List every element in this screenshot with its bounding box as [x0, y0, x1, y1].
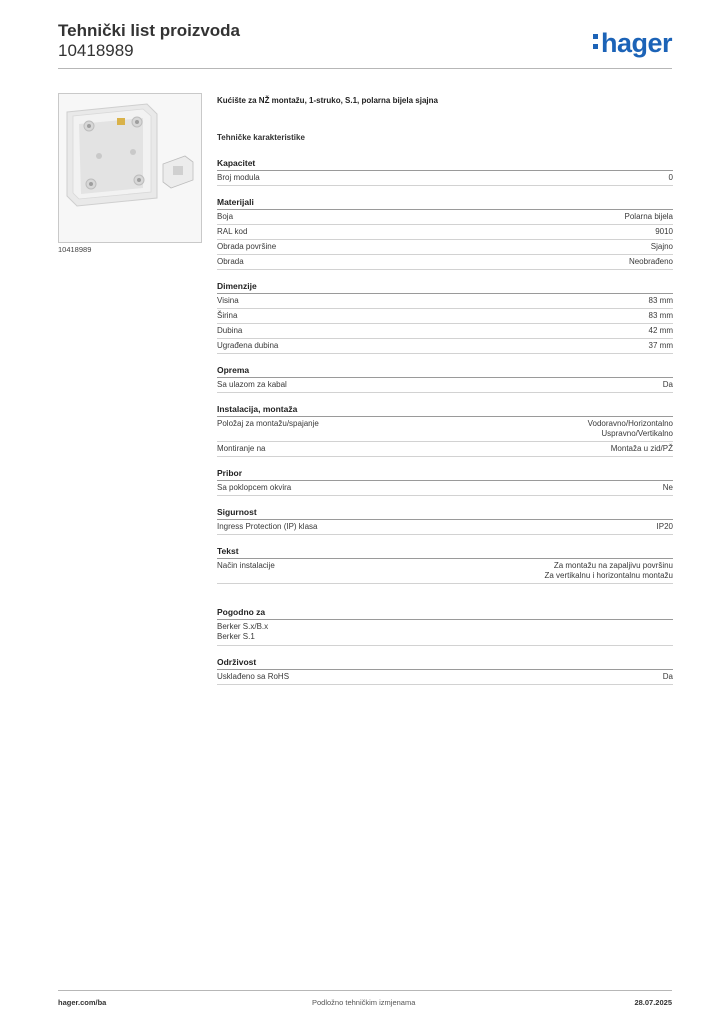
image-caption: 10418989 — [58, 245, 92, 254]
spec-value: Da — [662, 380, 673, 389]
group-materijali — [217, 197, 673, 270]
spec-value: 83 mm — [648, 311, 673, 320]
page-header — [58, 20, 672, 68]
spec-label: Obrada površine — [217, 242, 277, 251]
group-title: Instalacija, montaža — [217, 404, 673, 417]
spec-label: Broj modula — [217, 173, 260, 182]
group-title: Tekst — [217, 546, 673, 559]
footer-divider — [58, 990, 672, 991]
spec-label: Položaj za montažu/spajanje — [217, 419, 319, 428]
logo-text: hager — [600, 28, 672, 58]
spec-label: Obrada — [217, 257, 244, 266]
group-title: Sigurnost — [217, 507, 673, 520]
spec-value: Neobrađeno — [628, 257, 673, 266]
spec-label: RAL kod — [217, 227, 248, 236]
specifications — [217, 96, 673, 685]
spec-value: 83 mm — [648, 296, 673, 305]
spec-value: Ne — [662, 483, 673, 492]
spec-value — [544, 561, 673, 581]
spec-value-line: Uspravno/Vertikalno — [601, 429, 673, 438]
spec-label: Sa poklopcem okvira — [217, 483, 292, 492]
spec-value: Polarna bijela — [624, 212, 673, 221]
hager-logo — [593, 28, 672, 59]
header-divider — [58, 68, 672, 69]
group-tekst — [217, 546, 673, 584]
spec-value: 9010 — [655, 227, 673, 236]
group-dimenzije — [217, 281, 673, 354]
spec-label: Montiranje na — [217, 444, 266, 453]
logo-colon-icon — [593, 34, 598, 50]
spec-label: Ugrađena dubina — [217, 341, 279, 350]
spec-label: Sa ulazom za kabal — [217, 380, 287, 389]
spec-value: Da — [662, 672, 673, 681]
spec-label: Širina — [217, 311, 238, 320]
spec-row — [217, 481, 673, 496]
group-instalacija — [217, 404, 673, 457]
group-pogodno-za — [217, 607, 673, 646]
footer-disclaimer: Podložno tehničkim izmjenama — [312, 998, 416, 1007]
spec-row — [217, 442, 673, 457]
compatibility-list — [217, 620, 673, 646]
spec-row — [217, 225, 673, 240]
spec-row — [217, 670, 673, 685]
spec-row — [217, 294, 673, 309]
group-title: Oprema — [217, 365, 673, 378]
compatibility-item: Berker S.x/B.x — [217, 622, 269, 631]
group-title: Dimenzije — [217, 281, 673, 294]
group-title: Kapacitet — [217, 158, 673, 171]
footer-date: 28.07.2025 — [634, 998, 672, 1007]
spec-label: Usklađeno sa RoHS — [217, 672, 290, 681]
document-title: Tehnički list proizvoda — [58, 21, 240, 40]
group-oprema — [217, 365, 673, 393]
spec-value: 37 mm — [648, 341, 673, 350]
spec-value: Montaža u zid/PŽ — [610, 444, 673, 453]
spec-value-line: Za montažu na zapaljivu površinu — [553, 561, 673, 570]
spec-value-line: Vodoravno/Horizontalno — [587, 419, 673, 428]
spec-value: 42 mm — [648, 326, 673, 335]
spec-row — [217, 324, 673, 339]
surface-box-illustration — [59, 94, 201, 242]
product-image — [58, 93, 202, 243]
group-pribor — [217, 468, 673, 496]
group-title: Održivost — [217, 657, 673, 670]
section-heading: Tehničke karakteristike — [217, 133, 305, 142]
spec-row — [217, 309, 673, 324]
group-title: Pogodno za — [217, 607, 673, 620]
spec-value-line: Za vertikalnu i horizontalnu montažu — [544, 571, 673, 580]
compatibility-item: Berker S.1 — [217, 632, 255, 641]
spec-row — [217, 210, 673, 225]
group-title: Pribor — [217, 468, 673, 481]
spec-value: Sjajno — [650, 242, 673, 251]
group-sigurnost — [217, 507, 673, 535]
spec-label: Ingress Protection (IP) klasa — [217, 522, 318, 531]
spec-row — [217, 520, 673, 535]
document-number: 10418989 — [58, 41, 134, 60]
spec-value: 0 — [668, 173, 673, 182]
group-kapacitet — [217, 158, 673, 186]
spec-row — [217, 240, 673, 255]
group-title: Materijali — [217, 197, 673, 210]
group-odrzivost — [217, 657, 673, 685]
product-description: Kućište za NŽ montažu, 1-struko, S.1, polarna bijela sjajna — [217, 96, 438, 105]
spec-row — [217, 417, 673, 442]
spec-row — [217, 255, 673, 270]
spec-row — [217, 559, 673, 584]
spec-row — [217, 171, 673, 186]
spec-value: IP20 — [656, 522, 673, 531]
footer-website-link[interactable]: hager.com/ba — [58, 998, 107, 1007]
spec-label: Način instalacije — [217, 561, 275, 570]
spec-label: Boja — [217, 212, 234, 221]
spec-row — [217, 339, 673, 354]
spec-label: Dubina — [217, 326, 243, 335]
spec-row — [217, 378, 673, 393]
spec-label: Visina — [217, 296, 239, 305]
spec-value — [588, 419, 673, 439]
